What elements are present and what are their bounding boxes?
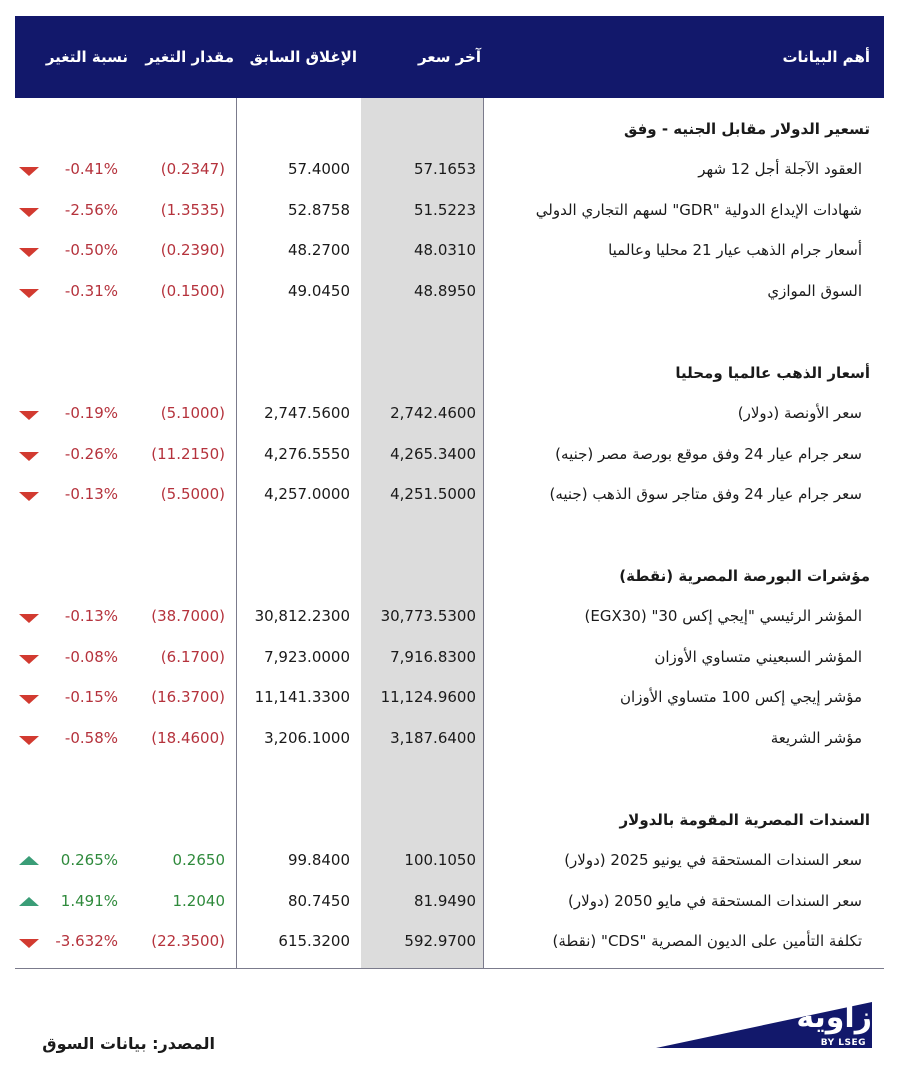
row-change: (38.7000) xyxy=(151,607,225,625)
row-last-price: 7,916.8300 xyxy=(390,647,476,666)
arrow-down-icon xyxy=(19,655,39,664)
arrow-down-icon xyxy=(19,411,39,420)
row-change-percent: -0.50% xyxy=(64,241,118,259)
row-change: 1.2040 xyxy=(172,891,225,910)
zawya-logo xyxy=(656,1000,872,1054)
table-row xyxy=(15,282,884,306)
row-previous-close: 52.8758 xyxy=(287,200,350,219)
row-change-percent: 1.491% xyxy=(60,891,118,910)
row-last-price: 11,124.9600 xyxy=(380,688,476,706)
row-change-percent: -0.08% xyxy=(64,647,118,666)
section-title: السندات المصرية المقومة بالدولار xyxy=(619,811,870,829)
row-last-price: 4,251.5000 xyxy=(390,485,476,503)
row-previous-close: 2,747.5600 xyxy=(264,404,350,422)
row-last-price: 51.5223 xyxy=(413,200,476,219)
row-change-percent: -2.56% xyxy=(64,200,118,219)
table-row xyxy=(15,851,884,875)
row-last-price: 48.8950 xyxy=(413,281,476,300)
table-row xyxy=(15,485,884,509)
row-last-price: 100.1050 xyxy=(404,851,476,869)
row-name: السوق الموازي xyxy=(767,281,862,300)
row-name: المؤشر الرئيسي "إيجي إكس 30" (EGX30) xyxy=(584,607,862,625)
table-row xyxy=(15,607,884,631)
row-change-percent: -0.15% xyxy=(64,688,118,706)
row-last-price: 57.1653 xyxy=(413,160,476,178)
table-row xyxy=(15,648,884,672)
table-header xyxy=(15,16,884,98)
table-row xyxy=(15,241,884,265)
row-change: (1.3535) xyxy=(160,200,225,219)
row-change: (11.2150) xyxy=(151,444,225,463)
table-row xyxy=(15,160,884,184)
row-name: سعر السندات المستحقة في مايو 2050 (دولار) xyxy=(568,891,862,910)
row-change-percent: -3.632% xyxy=(55,932,118,950)
row-previous-close: 48.2700 xyxy=(287,241,350,259)
row-change: (5.1000) xyxy=(160,404,225,422)
row-change-percent: -0.31% xyxy=(64,281,118,300)
arrow-up-icon xyxy=(19,897,39,906)
logo-text: زاوية xyxy=(796,1000,872,1035)
arrow-down-icon xyxy=(19,614,39,623)
row-previous-close: 30,812.2300 xyxy=(254,607,350,625)
row-last-price: 592.9700 xyxy=(404,932,476,950)
row-last-price: 3,187.6400 xyxy=(390,728,476,747)
row-previous-close: 11,141.3300 xyxy=(254,688,350,706)
row-last-price: 30,773.5300 xyxy=(380,607,476,625)
row-last-price: 4,265.3400 xyxy=(390,444,476,463)
last-price-column-shade xyxy=(361,98,483,969)
table-bottom-border xyxy=(15,968,884,969)
arrow-down-icon xyxy=(19,248,39,257)
arrow-down-icon xyxy=(19,939,39,948)
row-previous-close: 615.3200 xyxy=(278,932,350,950)
source-note: المصدر: بيانات السوق xyxy=(42,1034,215,1053)
row-change: (0.1500) xyxy=(160,281,225,300)
row-change-percent: -0.13% xyxy=(64,607,118,625)
column-divider xyxy=(236,98,237,969)
row-name: سعر جرام عيار 24 وفق متاجر سوق الذهب (جنيه) xyxy=(549,485,862,503)
row-change-percent: -0.26% xyxy=(64,444,118,463)
row-previous-close: 49.0450 xyxy=(287,281,350,300)
row-name: تكلفة التأمين على الديون المصرية "CDS" (نقطة) xyxy=(552,932,862,950)
section-title: أسعار الذهب عالميا ومحليا xyxy=(675,364,870,382)
arrow-down-icon xyxy=(19,736,39,745)
section-title: مؤشرات البورصة المصرية (نقطة) xyxy=(619,567,870,585)
row-name: العقود الآجلة أجل 12 شهر xyxy=(698,160,862,178)
header-change-percent: نسبة التغير xyxy=(45,48,128,66)
row-name: سعر الأونصة (دولار) xyxy=(737,404,862,422)
row-change: (16.3700) xyxy=(151,688,225,706)
row-name: شهادات الإيداع الدولية "GDR" لسهم التجاري الدولي xyxy=(535,200,862,219)
row-previous-close: 57.4000 xyxy=(287,160,350,178)
table-row xyxy=(15,445,884,469)
row-name: سعر السندات المستحقة في يونيو 2025 (دولار) xyxy=(564,851,862,869)
row-previous-close: 3,206.1000 xyxy=(264,728,350,747)
row-change: (6.1700) xyxy=(160,647,225,666)
arrow-down-icon xyxy=(19,167,39,176)
row-name: مؤشر الشريعة xyxy=(770,728,862,747)
row-previous-close: 4,276.5550 xyxy=(264,444,350,463)
row-change: (18.4600) xyxy=(151,728,225,747)
row-name: المؤشر السبعيني متساوي الأوزان xyxy=(654,647,862,666)
table-row xyxy=(15,688,884,712)
arrow-down-icon xyxy=(19,208,39,217)
row-last-price: 2,742.4600 xyxy=(390,404,476,422)
arrow-down-icon xyxy=(19,289,39,298)
row-name: مؤشر إيجي إكس 100 متساوي الأوزان xyxy=(620,688,862,706)
row-previous-close: 7,923.0000 xyxy=(264,647,350,666)
row-change: (5.5000) xyxy=(160,485,225,503)
row-name: سعر جرام عيار 24 وفق موقع بورصة مصر (جنيه) xyxy=(555,444,862,463)
header-last-price: آخر سعر xyxy=(417,48,481,66)
header-main: أهم البيانات xyxy=(782,48,870,66)
table-row xyxy=(15,892,884,916)
column-divider xyxy=(483,98,484,969)
row-name: أسعار جرام الذهب عيار 21 محليا وعالميا xyxy=(608,241,862,259)
arrow-down-icon xyxy=(19,492,39,501)
arrow-down-icon xyxy=(19,695,39,704)
table-row xyxy=(15,201,884,225)
arrow-down-icon xyxy=(19,452,39,461)
header-change: مقدار التغير xyxy=(145,48,234,66)
section-title: تسعير الدولار مقابل الجنيه - وفق xyxy=(623,120,870,138)
row-change-percent: -0.58% xyxy=(64,728,118,747)
row-change: (22.3500) xyxy=(151,932,225,950)
row-change-percent: 0.265% xyxy=(60,851,118,869)
table-row xyxy=(15,404,884,428)
row-change-percent: -0.19% xyxy=(64,404,118,422)
row-change-percent: -0.41% xyxy=(64,160,118,178)
header-previous-close: الإغلاق السابق xyxy=(249,48,357,66)
row-previous-close: 4,257.0000 xyxy=(264,485,350,503)
row-change: (0.2347) xyxy=(160,160,225,178)
row-last-price: 81.9490 xyxy=(413,891,476,910)
row-change: 0.2650 xyxy=(172,851,225,869)
row-last-price: 48.0310 xyxy=(413,241,476,259)
table-row xyxy=(15,729,884,753)
table-row xyxy=(15,932,884,956)
market-data-table xyxy=(15,16,884,969)
row-change: (0.2390) xyxy=(160,241,225,259)
row-previous-close: 80.7450 xyxy=(287,891,350,910)
row-change-percent: -0.13% xyxy=(64,485,118,503)
logo-subtext: BY LSEG xyxy=(820,1038,866,1048)
row-previous-close: 99.8400 xyxy=(287,851,350,869)
arrow-up-icon xyxy=(19,856,39,865)
